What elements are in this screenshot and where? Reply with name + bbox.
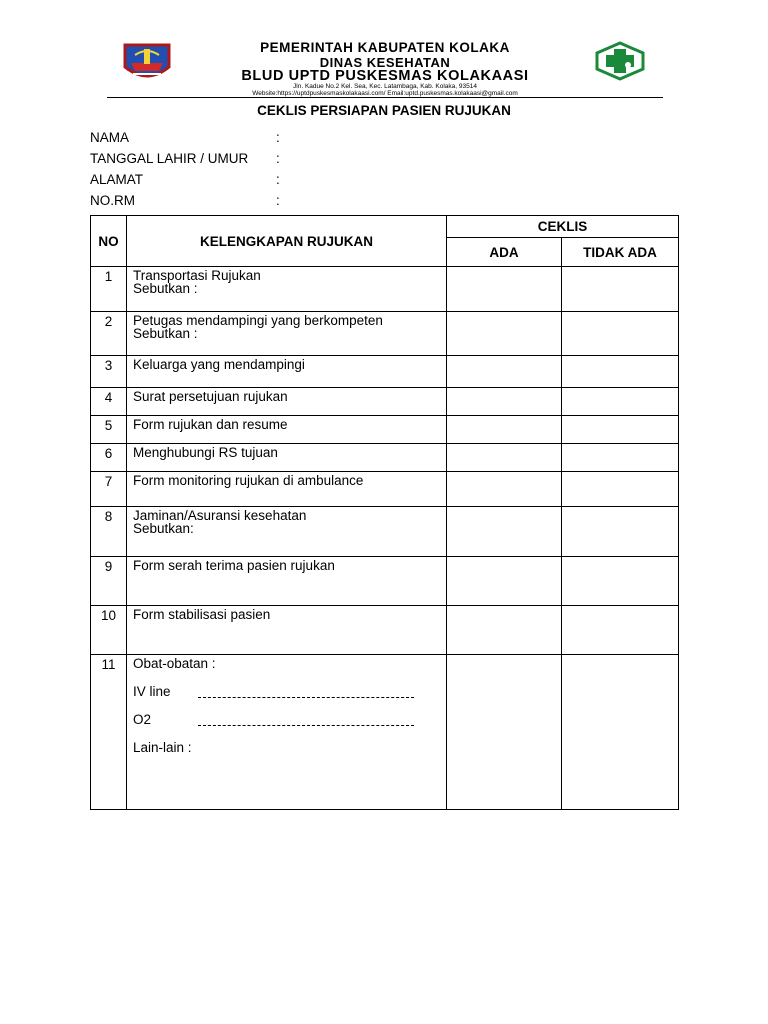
ada-checkbox-cell[interactable]: [447, 416, 562, 444]
o2-label: O2: [133, 712, 152, 727]
tidak-ada-checkbox-cell[interactable]: [562, 388, 679, 416]
field-tanggal-lahir: TANGGAL LAHIR / UMUR :: [90, 151, 280, 166]
field-no-rm: NO.RM :: [90, 193, 280, 208]
tidak-ada-checkbox-cell[interactable]: [562, 606, 679, 655]
field-alamat: ALAMAT :: [90, 172, 280, 187]
ada-checkbox-cell[interactable]: [447, 444, 562, 472]
table-row: 4 Surat persetujuan rujukan: [91, 388, 679, 416]
header-website-email: Website:https://uptdpuskesmaskolakaasi.com/ Email:uptd.puskesmas.kolakaasi@gmail.com: [252, 90, 518, 97]
document-title: CEKLIS PERSIAPAN PASIEN RUJUKAN: [257, 103, 511, 118]
table-row: 10 Form stabilisasi pasien: [91, 606, 679, 655]
table-header-row: [91, 216, 679, 238]
iv-line-fill-line[interactable]: [198, 697, 414, 698]
table-row: 11 Obat-obatan : IV line O2 Lain-lain :: [91, 655, 679, 810]
tidak-ada-checkbox-cell[interactable]: [562, 472, 679, 507]
ada-checkbox-cell[interactable]: [447, 388, 562, 416]
tidak-ada-checkbox-cell[interactable]: [562, 267, 679, 312]
ada-checkbox-cell[interactable]: [447, 655, 562, 810]
letterhead: [107, 37, 663, 99]
obat-obatan-block: Obat-obatan : IV line O2 Lain-lain :: [133, 657, 440, 807]
tidak-ada-checkbox-cell[interactable]: [562, 356, 679, 388]
header-ceklis: CEKLIS: [447, 216, 679, 238]
table-row: 8 Jaminan/Asuransi kesehatan Sebutkan:: [91, 507, 679, 557]
header-address: Jln. Kadue No.2 Kel. Sea, Kec. Latambaga, Kab. Kolaka, 93514: [293, 83, 477, 90]
table-row: 6 Menghubungi RS tujuan: [91, 444, 679, 472]
table-row: 7 Form monitoring rujukan di ambulance: [91, 472, 679, 507]
header-rule: [107, 97, 663, 98]
iv-line-label: IV line: [133, 684, 171, 699]
header-puskesmas-line: BLUD UPTD PUSKESMAS KOLAKAASI: [241, 68, 529, 84]
tidak-ada-checkbox-cell[interactable]: [562, 507, 679, 557]
referral-checklist-table: [90, 215, 679, 810]
ada-checkbox-cell[interactable]: [447, 507, 562, 557]
field-nama: NAMA :: [90, 130, 280, 145]
ada-checkbox-cell[interactable]: [447, 606, 562, 655]
o2-fill-line[interactable]: [198, 725, 414, 726]
table-row: 9 Form serah terima pasien rujukan: [91, 557, 679, 606]
tidak-ada-checkbox-cell[interactable]: [562, 655, 679, 810]
ada-checkbox-cell[interactable]: [447, 356, 562, 388]
header-ada: ADA: [447, 238, 562, 267]
header-tidak-ada: TIDAK ADA: [562, 238, 679, 267]
table-row: 2 Petugas mendampingi yang berkompeten Sebutkan :: [91, 312, 679, 356]
header-no: NO: [91, 216, 127, 267]
ada-checkbox-cell[interactable]: [447, 557, 562, 606]
tidak-ada-checkbox-cell[interactable]: [562, 444, 679, 472]
table-row: 5 Form rujukan dan resume: [91, 416, 679, 444]
tidak-ada-checkbox-cell[interactable]: [562, 557, 679, 606]
ada-checkbox-cell[interactable]: [447, 472, 562, 507]
tidak-ada-checkbox-cell[interactable]: [562, 416, 679, 444]
ada-checkbox-cell[interactable]: [447, 267, 562, 312]
header-department-line: DINAS KESEHATAN: [319, 55, 451, 70]
lain-lain-label: Lain-lain :: [133, 740, 192, 755]
ada-checkbox-cell[interactable]: [447, 312, 562, 356]
table-row: 1 Transportasi Rujukan Sebutkan :: [91, 267, 679, 312]
header-government-line: PEMERINTAH KABUPATEN KOLAKA: [260, 40, 510, 55]
table-row: 3 Keluarga yang mendampingi: [91, 356, 679, 388]
puskesmas-cross-logo-icon: [595, 41, 645, 81]
tidak-ada-checkbox-cell[interactable]: [562, 312, 679, 356]
header-kelengkapan: KELENGKAPAN RUJUKAN: [127, 216, 447, 267]
